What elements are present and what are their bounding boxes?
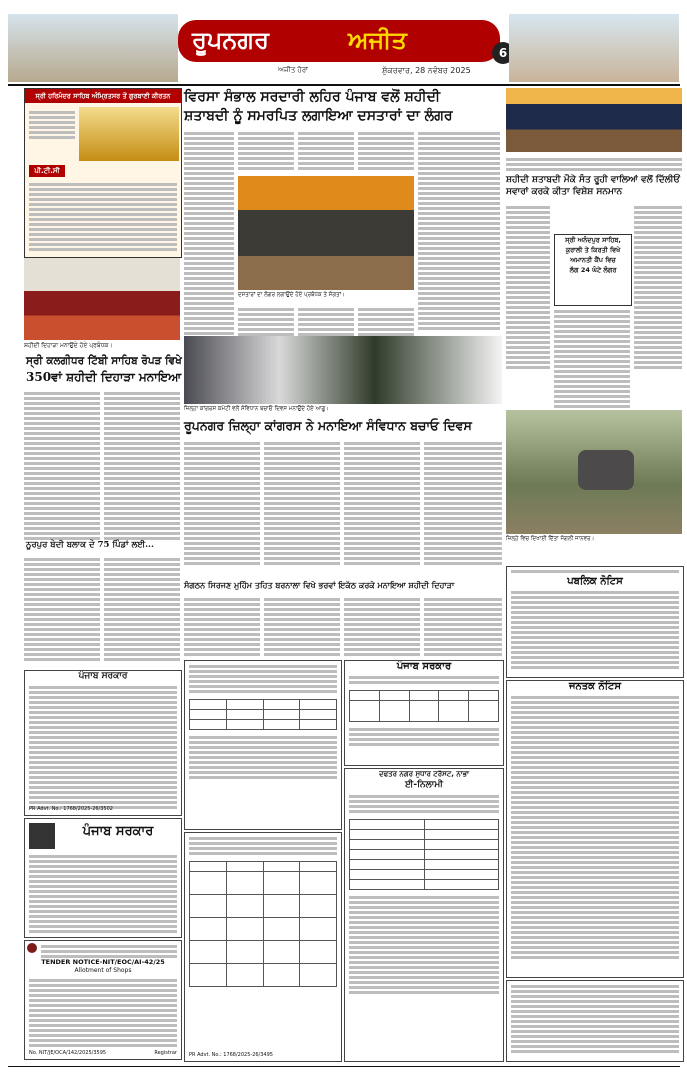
top-story-headline-1: ਵਿਰਸਾ ਸੰਭਾਲ ਸਰਦਾਰੀ ਲਹਿਰ ਪੰਜਾਬ ਵਲੋਂ ਸ਼ਹੀਦੀ (184, 89, 441, 105)
golden-temple-image (79, 107, 179, 161)
congress-photo (184, 336, 502, 404)
punjab-govt-ad-3-table (349, 690, 499, 722)
right-story-inset (554, 234, 632, 306)
top-story-photo (238, 176, 414, 290)
right-story-column-2 (554, 308, 630, 410)
left-story-sub-headline: ਨੂਰਪੁਰ ਬੇਦੀ ਬਲਾਕ ਦੇ 75 ਪਿੰਡਾਂ ਲਈ... (26, 540, 154, 550)
right-story-photo (506, 88, 682, 152)
rally-column-2 (264, 596, 340, 658)
congress-column-3 (344, 440, 420, 567)
top-story-photo-caption: ਦਸਤਾਰਾਂ ਦਾ ਲੰਗਰ ਲਗਾਉਂਦੇ ਹੋਏ ਪ੍ਰਬੰਧਕ ਤੇ ਸੰਗਤਾਂ। (238, 292, 345, 298)
left-story-column-4 (104, 556, 180, 663)
punjab-govt-logo (29, 823, 55, 849)
center-ad-ref: PR Advt. No.: 1768/2025-26/3495 (189, 1052, 273, 1058)
center-auction-table (189, 861, 337, 987)
top-story-column-4 (358, 130, 414, 172)
public-notice-title: ਪਬਲਿਕ ਨੋਟਿਸ (567, 576, 623, 587)
rally-column-4 (424, 596, 502, 658)
municipal-title: ਦਫਤਰ ਨਗਰ ਸੁਧਾਰ ਟਰੱਸਟ, ਨਾਭਾ (378, 770, 470, 778)
left-story-headline-2: 350ਵਾਂ ਸ਼ਹੀਦੀ ਦਿਹਾੜਾ ਮਨਾਇਆ (26, 370, 182, 384)
rally-column-1 (184, 596, 260, 658)
tender-registrar: Registrar (154, 1050, 177, 1056)
public-notice-ad (506, 566, 684, 678)
tender-ad (24, 940, 182, 1060)
masthead-subtitle: ਅਜੀਤ ਹੋਰਾਂ (278, 66, 309, 74)
right-inset-line-1: ਸ੍ਰੀ ਅਨੰਦਪੁਰ ਸਾਹਿਬ, (565, 236, 621, 244)
punjab-govt-ad-1-ref: PR Advt. No.: 1768/2025-26/3502 (29, 806, 113, 812)
ptc-label: ਪੀ.ਟੀ.ਸੀ (29, 165, 65, 177)
left-photo-caption: ਸ਼ਹੀਦੀ ਦਿਹਾੜਾ ਮਨਾਉਂਦੇ ਹੋਏ ਪ੍ਰਬੰਧਕ। (24, 342, 113, 349)
rally-column-3 (344, 596, 420, 658)
right-small-notice (506, 980, 684, 1062)
right-inset-line-2: ਕੁਰਾਲੀ ਤੇ ਕਿਰਤੀ ਵਿਖੇ (565, 246, 621, 254)
top-story-column-1 (184, 130, 234, 337)
masthead-rule (8, 84, 680, 86)
congress-column-2 (264, 440, 340, 567)
rally-headline: ਸੰਗਠਨ ਸਿਰਜਣ ਮੁਹਿੰਮ ਤਹਿਤ ਬਰਨਾਲਾ ਵਿਖੇ ਭਰਵਾਂ ਇਕੱਠ ਕਰਕੇ ਮਨਾਇਆ ਸ਼ਹੀਦੀ ਦਿਹਾੜਾ (184, 580, 455, 590)
municipal-auction-ad (344, 768, 504, 1062)
punjab-govt-ad-3 (344, 660, 504, 766)
masthead-photo-right (509, 14, 679, 82)
footer-rule (8, 1066, 680, 1067)
gurbani-ad-title: ਸ੍ਰੀ ਹਰਿਮੰਦਰ ਸਾਹਿਬ ਅੰਮ੍ਰਿਤਸਰ ਤੋਂ ਗੁਰਬਾਣੀ ਕੀਰਤਨ (25, 89, 181, 103)
right-story-photo-caption (506, 156, 682, 173)
right-notice-title: ਜਨਤਕ ਨੋਟਿਸ (568, 681, 622, 692)
tender-ref: No. NIT/JE/OCA/142/2025/3595 (29, 1050, 107, 1056)
gurbani-ad-text (29, 109, 75, 141)
auction-title: ਈ-ਨਿਲਾਮੀ (405, 780, 443, 790)
left-story-column-1 (24, 390, 100, 542)
right-story-column-1 (506, 204, 550, 371)
sambar-deer-figure (578, 450, 634, 490)
congress-column-4 (424, 440, 502, 567)
masthead-title-right: ਅਜੀਤ (348, 25, 407, 54)
punjab-govt-ad-1-title: ਪੰਜਾਬ ਸਰਕਾਰ (78, 671, 128, 681)
left-event-photo (24, 258, 180, 340)
wildlife-caption: ਜ਼ਿਲ੍ਹੇ ਵਿਚ ਦਿਖਾਈ ਦਿੱਤਾ ਜੰਗਲੀ ਜਾਨਵਰ। (506, 536, 595, 542)
left-story-headline-1: ਸ੍ਰੀ ਕਲਗੀਧਰ ਟਿੱਬੀ ਸਾਹਿਬ ਰੋਪੜ ਵਿਖੇ (26, 355, 182, 367)
left-story-column-3 (24, 556, 100, 663)
gurbani-ad-schedule (29, 181, 177, 253)
left-story-column-2 (104, 390, 180, 542)
right-inset-line-3: ਅਮਾਨਤੀ ਕੈਂਪ ਵਿਚ (570, 256, 616, 264)
right-story-column-3 (634, 204, 682, 371)
punjab-govt-ad-2-title: ਪੰਜਾਬ ਸਰਕਾਰ (82, 824, 154, 839)
masthead (0, 0, 687, 84)
congress-photo-caption: ਜ਼ਿਲ੍ਹਾ ਕਾਂਗਰਸ ਕਮੇਟੀ ਵਲੋਂ ਸੰਵਿਧਾਨ ਬਚਾਓ ਦਿਵਸ ਮਨਾਉਂਦੇ ਹੋਏ ਆਗੂ। (184, 406, 330, 412)
masthead-date: ਸ਼ੁੱਕਰਵਾਰ, 28 ਨਵੰਬਰ 2025 (382, 66, 471, 75)
congress-column-1 (184, 440, 260, 567)
right-public-notice-2 (506, 680, 684, 978)
center-tender-table (189, 699, 337, 730)
punjab-govt-ad-3-title: ਪੰਜਾਬ ਸਰਕਾਰ (396, 661, 452, 672)
punjab-govt-ad-1 (24, 670, 182, 816)
tender-title: TENDER NOTICE-NIT/EOC/AI-42/25 (41, 958, 165, 966)
congress-headline: ਰੂਪਨਗਰ ਜ਼ਿਲ੍ਹਾ ਕਾਂਗਰਸ ਨੇ ਮਨਾਇਆ ਸੰਵਿਧਾਨ ਬਚਾਓ ਦਿਵਸ (184, 418, 472, 433)
institute-logo (27, 943, 37, 953)
top-story-column-3 (298, 130, 354, 172)
gurbani-ad (24, 88, 182, 258)
center-tender-ad (184, 660, 342, 830)
page-number: 6 (492, 42, 514, 64)
center-auction-ad (184, 832, 342, 1062)
wildlife-photo (506, 410, 682, 534)
right-inset-line-4: ਲੱਗ 24 ਘੰਟੇ ਲੰਗਰ (569, 266, 617, 274)
municipal-table (349, 819, 499, 890)
top-story-column-2 (238, 130, 294, 172)
top-story-headline-2: ਸ਼ਤਾਬਦੀ ਨੂੰ ਸਮਰਪਿਤ ਲਗਾਇਆ ਦਸਤਾਰਾਂ ਦਾ ਲੰਗਰ (184, 108, 453, 124)
tender-subtitle: Allotment of Shops (74, 967, 132, 974)
punjab-govt-ad-2 (24, 818, 182, 938)
top-story-column-5 (418, 130, 500, 332)
right-story-headline: ਸ਼ਹੀਦੀ ਸ਼ਤਾਬਦੀ ਮੌਕੇ ਸੰਤ ਰੂਹੀ ਵਾਲਿਆਂ ਵਲੋਂ ਦਿੱਲੀਓਂ ਸਵਾਰਾਂ ਕਰਕੇ ਕੀਤਾ ਵਿਸ਼ੇਸ਼ ਸਨਮਾਨ (506, 175, 680, 197)
masthead-title-left: ਰੂਪਨਗਰ (192, 25, 269, 54)
masthead-photo-left (8, 14, 178, 82)
